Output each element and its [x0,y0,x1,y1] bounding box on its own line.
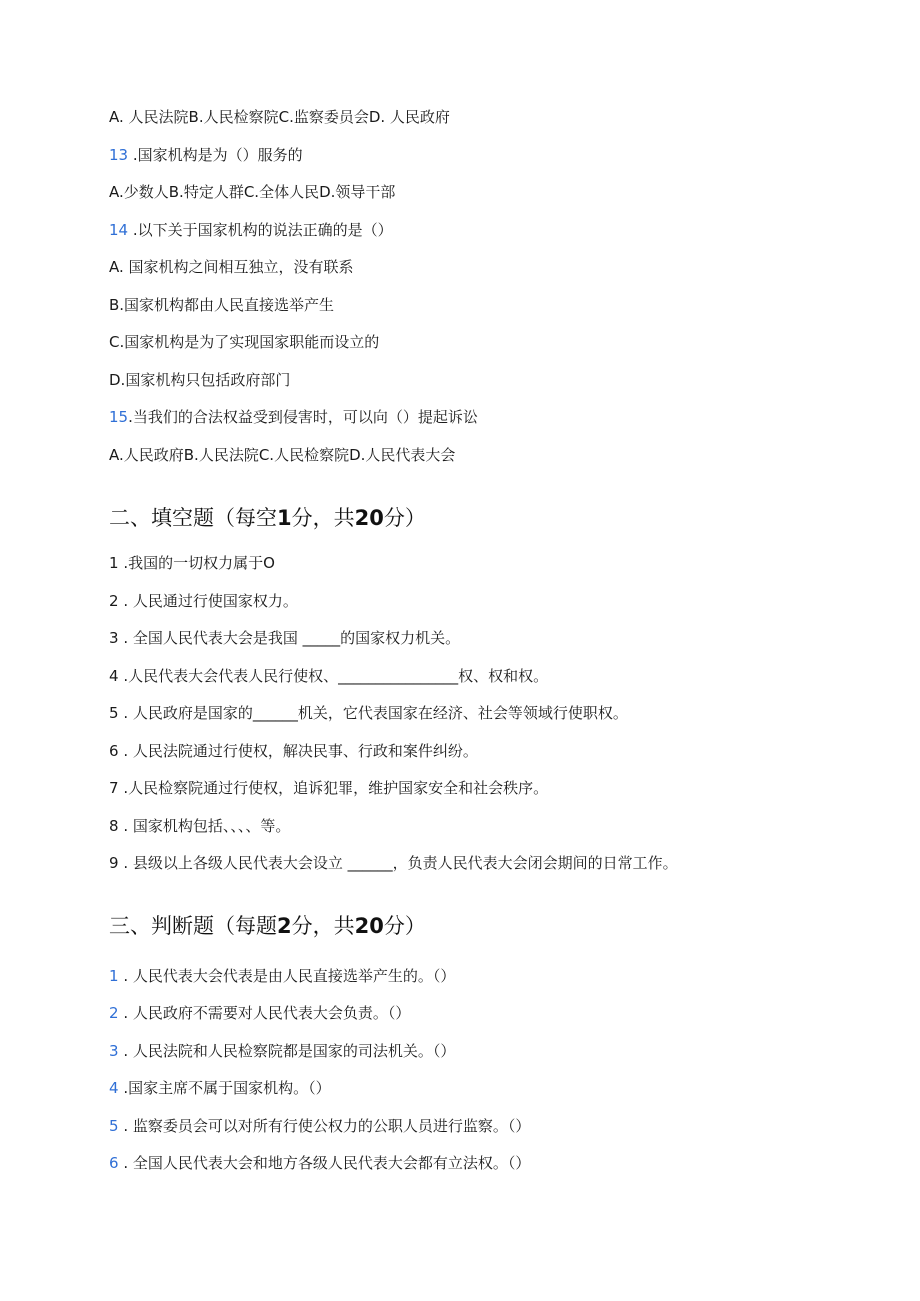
fill-blank-item-4 [109,666,548,686]
q14-option-c: C.国家机构是为了实现国家职能而设立的 [109,333,380,351]
q14-option-b: B.国家机构都由人民直接选举产生 [109,296,335,314]
question-number: 15 [109,408,129,426]
item-text: .人民代表大会代表人民行使权、________________权、权和权。 [118,667,549,685]
q15-options: A.人民政府B.人民法院C.人民检察院D.人民代表大会 [109,446,456,464]
item-number: 6 [109,742,119,760]
fill-blank-item-7 [109,778,548,798]
heading-number: 2 [277,914,292,938]
q14-option-d: D.国家机构只包括政府部门 [109,371,291,389]
section-3-heading [109,912,426,940]
true-false-item-5 [109,1116,530,1136]
fill-blank-item-1 [109,553,275,573]
question-text: .当我们的合法权益受到侵害时，可以向（）提起诉讼 [128,408,478,426]
heading-text: 分，共 [291,506,355,530]
true-false-item-1 [109,966,455,986]
true-false-item-3 [109,1041,455,1061]
item-number: 3 [109,1042,119,1060]
item-number: 9 [109,854,119,872]
item-number: 4 [109,667,119,685]
item-text: . 国家机构包括、、、、等。 [118,817,291,835]
item-number: 7 [109,779,119,797]
fill-blank-item-3 [109,628,460,648]
q12-options: A. 人民法院B.人民检察院C.监察委员会D. 人民政府 [109,108,450,126]
item-text: .我国的一切权力属于O [118,554,275,572]
item-number: 3 [109,629,119,647]
item-text: . 人民政府不需要对人民代表大会负责。（） [118,1004,411,1022]
item-number: 6 [109,1154,119,1172]
heading-text: 分，共 [291,914,355,938]
question-text: .国家机构是为（）服务的 [128,146,303,164]
q14-option-a: A. 国家机构之间相互独立，没有联系 [109,258,354,276]
heading-text: 三、判断题（每题 [109,914,277,938]
question-15 [109,407,478,427]
q13-options: A.少数人B.特定人群C.全体人民D.领导干部 [109,183,396,201]
item-number: 2 [109,1004,119,1022]
item-number: 1 [109,554,119,572]
item-text: .人民检察院通过行使权，追诉犯罪，维护国家安全和社会秩序。 [118,779,549,797]
fill-blank-item-5 [109,703,628,723]
item-number: 2 [109,592,119,610]
heading-number: 20 [354,506,384,530]
fill-blank-item-6 [109,741,478,761]
true-false-item-2 [109,1003,410,1023]
item-number: 4 [109,1079,119,1097]
heading-text: 二、填空题（每空 [109,506,277,530]
heading-text: 分） [383,506,426,530]
true-false-item-6 [109,1153,530,1173]
fill-blank-item-8 [109,816,290,836]
item-text: . 全国人民代表大会和地方各级人民代表大会都有立法权。（） [118,1154,531,1172]
item-text: . 人民法院和人民检察院都是国家的司法机关。（） [118,1042,456,1060]
section-2-heading [109,504,426,532]
item-text: . 人民政府是国家的______机关，它代表国家在经济、社会等领域行使职权。 [118,704,628,722]
fill-blank-item-9 [109,853,678,873]
item-text: .国家主席不属于国家机构。（） [118,1079,331,1097]
item-text: . 人民通过行使国家权力。 [118,592,298,610]
question-13 [109,145,303,165]
item-text: . 人民代表大会代表是由人民直接选举产生的。（） [118,967,456,985]
question-number: 13 [109,146,129,164]
heading-number: 20 [354,914,384,938]
item-number: 5 [109,704,119,722]
question-14 [109,220,393,240]
item-number: 5 [109,1117,119,1135]
question-number: 14 [109,221,129,239]
item-text: . 县级以上各级人民代表大会设立 ______，负责人民代表大会闭会期间的日常工作。 [118,854,678,872]
heading-number: 1 [277,506,292,530]
item-text: . 人民法院通过行使权，解决民事、行政和案件纠纷。 [118,742,478,760]
item-number: 8 [109,817,119,835]
item-number: 1 [109,967,119,985]
item-text: . 全国人民代表大会是我国 _____的国家权力机关。 [118,629,461,647]
question-text: .以下关于国家机构的说法正确的是（） [128,221,393,239]
true-false-item-4 [109,1078,331,1098]
heading-text: 分） [383,914,426,938]
item-text: . 监察委员会可以对所有行使公权力的公职人员进行监察。（） [118,1117,531,1135]
fill-blank-item-2 [109,591,298,611]
